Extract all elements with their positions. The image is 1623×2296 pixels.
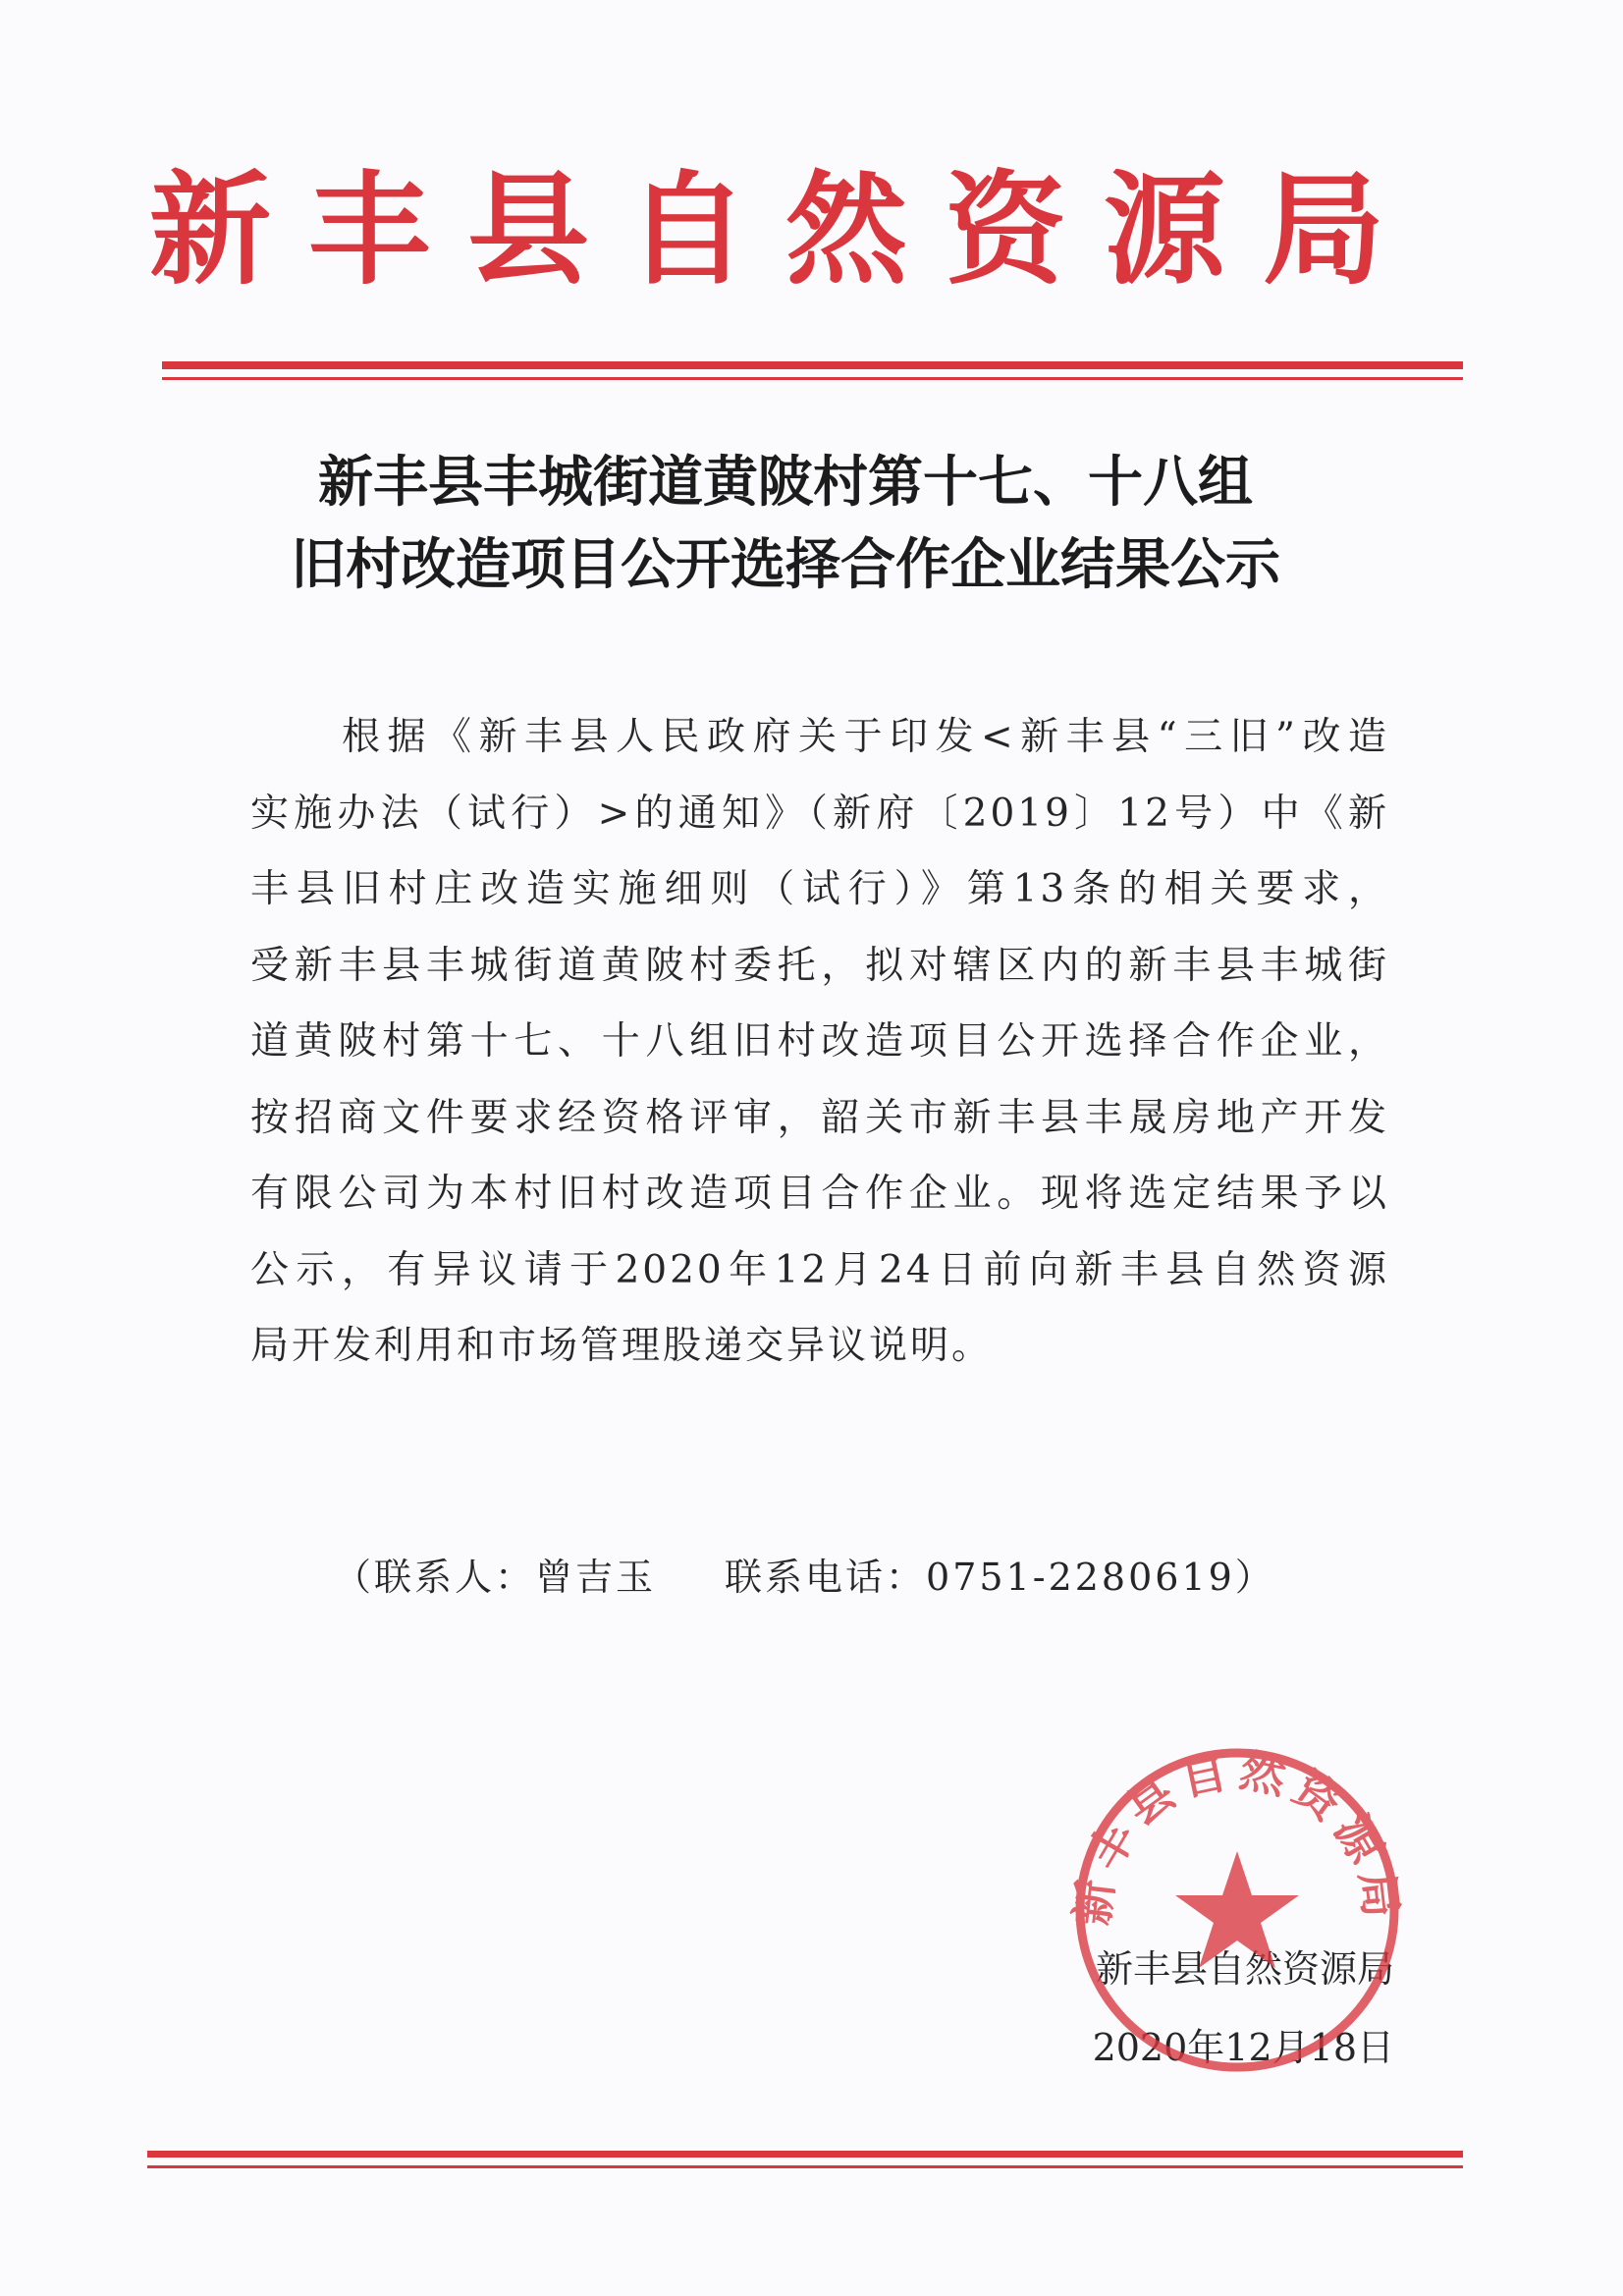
body-line: 受新丰县丰城街道黄陂村委托，拟对辖区内的新丰县丰城街: [250, 943, 1389, 988]
contact-person: （联系人：曾吉玉: [334, 1556, 657, 1599]
agency-header: 新丰县自然资源局: [148, 159, 1422, 301]
body-line: 丰县旧村庄改造实施细则（试行）》第13条的相关要求，: [250, 867, 1389, 911]
header-divider-thick: [162, 361, 1463, 369]
issue-date: 2020年12月18日: [1092, 2026, 1394, 2069]
body-line: 局开发利用和市场管理股递交异议说明。: [250, 1324, 994, 1368]
body-line: 根据《新丰县人民政府关于印发<新丰县“三旧”改造: [250, 715, 1389, 759]
body-line: 道黄陂村第十七、十八组旧村改造项目公开选择合作企业，: [250, 1019, 1389, 1064]
header-divider-thin: [162, 377, 1463, 380]
body-line: 实施办法（试行）>的通知》（新府〔2019〕12号）中《新: [250, 791, 1389, 836]
title-line-2: 旧村改造项目公开选择合作企业结果公示: [291, 533, 1280, 597]
issuer-name: 新丰县自然资源局: [1095, 1947, 1394, 1991]
body-paragraph: [250, 699, 1389, 1385]
footer-divider-thick: [147, 2151, 1463, 2158]
document-title: [147, 442, 1424, 607]
body-line: 按招商文件要求经资格评审，韶关市新丰县丰晟房地产开发: [250, 1095, 1389, 1140]
title-line-1: 新丰县丰城街道黄陂村第十七、十八组: [318, 451, 1253, 515]
seal-text: 新丰县自然资源局: [1065, 1743, 1409, 1929]
footer-divider-thin: [147, 2165, 1463, 2168]
official-seal: [1065, 1738, 1409, 2082]
contact-phone: 联系电话：0751-2280619）: [725, 1556, 1275, 1599]
body-line: 公示，有异议请于2020年12月24日前向新丰县自然资源: [250, 1247, 1389, 1292]
contact-line: [334, 1547, 1275, 1601]
body-line: 有限公司为本村旧村改造项目合作企业。现将选定结果予以: [250, 1172, 1389, 1216]
seal-star-icon: [1175, 1851, 1299, 1968]
